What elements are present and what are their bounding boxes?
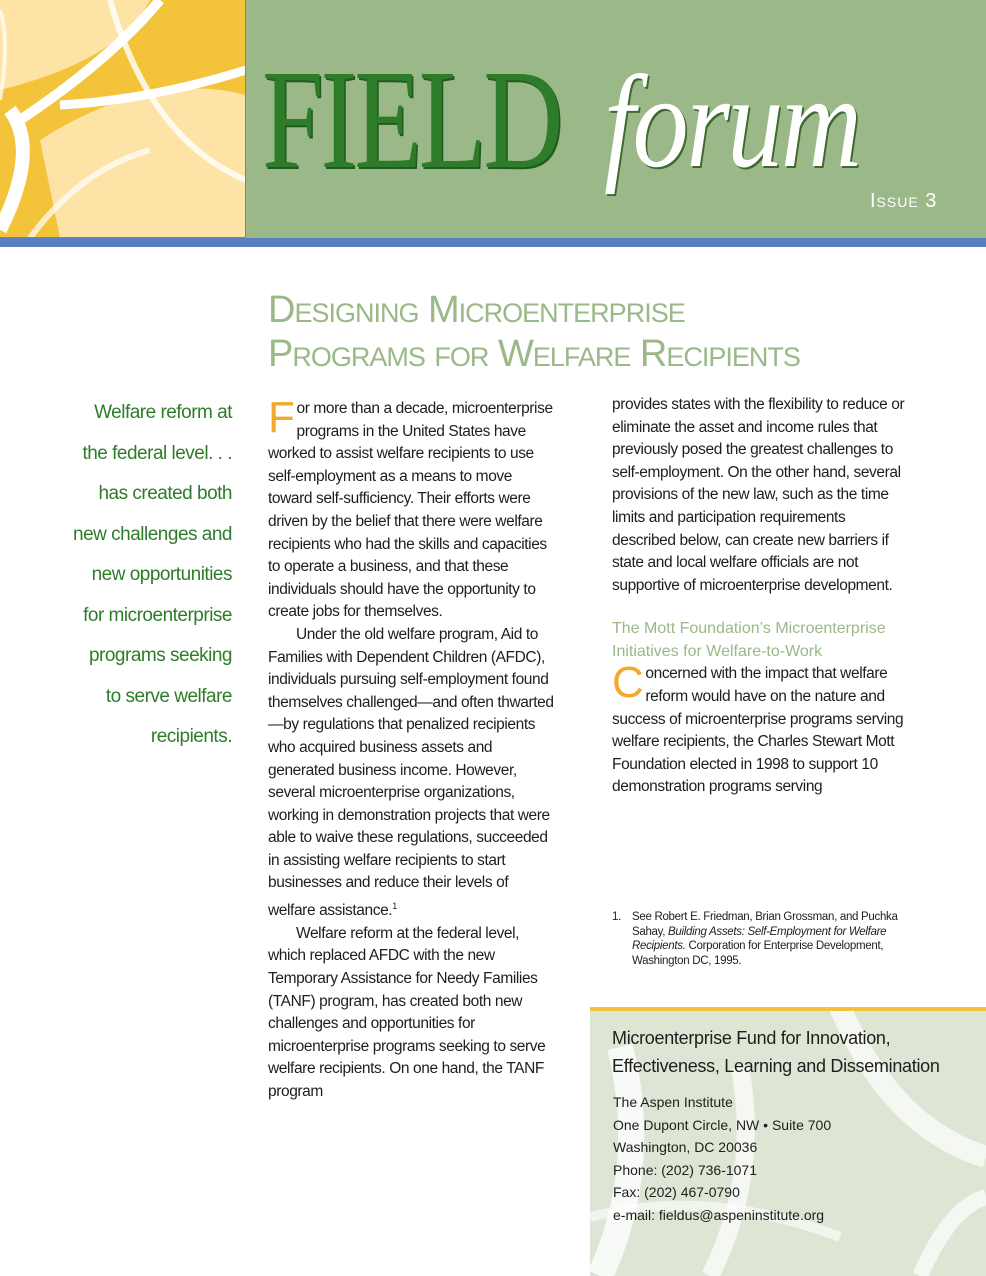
issue-number: Issue 3 bbox=[870, 190, 938, 212]
pull-quote-line: recipients. bbox=[150, 726, 232, 747]
fund-name bbox=[612, 1024, 972, 1080]
pull-quote-line: the federal level. . . bbox=[82, 442, 232, 464]
paragraph-text: Under the old welfare program, Aid to Families with Dependent Children (AFDC), individuals pursuing self-employment found themselves challenged—and often thwarted—by regulations that penalized recipients who acquired business assets and generated business income. However, several microenterprise organizations, working in demonstration projects that were able to waive these regulations, succeeded in assisting welfare recipients to start businesses and reduce their levels of welfare assistance. bbox=[268, 625, 554, 920]
paragraph-text: oncerned with the impact that welfare reform would have on the nature and success of microenterprise programs serving welfare recipients, the Charles Stewart Mott Foundation elected in 1998 to support 10 demonstration programs serving bbox=[612, 665, 904, 796]
section-subhead: The Mott Foundation’s Microenterprise Initiatives for Welfare-to-Work bbox=[612, 620, 886, 661]
masthead bbox=[0, 0, 986, 248]
body-paragraph bbox=[612, 658, 912, 799]
body-paragraph bbox=[268, 923, 558, 1104]
footnote-ref: 1 bbox=[392, 901, 397, 912]
article-headline bbox=[268, 288, 968, 376]
article-column-1 bbox=[268, 393, 558, 1104]
pull-quote-line: for microenterprise bbox=[83, 604, 232, 626]
headline-line-1: Designing Microenterprise bbox=[268, 289, 685, 331]
footnote-number: 1. bbox=[612, 911, 621, 923]
contact-info bbox=[613, 1091, 973, 1226]
footnote-text: Corporation for Enterprise Development, Washington DC, 1995. bbox=[632, 940, 884, 967]
pull-quote-line: new opportunities bbox=[91, 564, 232, 585]
body-paragraph: provides states with the flexibility to reduce or eliminate the asset and income rules that previously posed the greatest challenges to self-employment. On the other hand, several provisions of the new law, such as the time limits and participation requirements described below, can create new barriers if state and local welfare officials are not supportive of microenterprise development. bbox=[612, 396, 905, 594]
publisher-box-rule bbox=[590, 1007, 986, 1011]
header-rule bbox=[0, 238, 986, 247]
article-column-2 bbox=[612, 394, 912, 799]
pull-quote-line: has created both bbox=[98, 483, 232, 504]
headline-line-2: Programs for Welfare Recipients bbox=[268, 333, 800, 375]
paragraph-text: Welfare reform at the federal level, which replaced AFDC with the new Temporary Assistance for Needy Families (TANF) program, has created both new challenges and opportunities for microenterprise programs seeking to serve welfare recipients. On one hand, the TANF program bbox=[268, 924, 546, 1100]
fax: Fax: (202) 467-0790 bbox=[613, 1184, 740, 1200]
sun-illustration bbox=[0, 0, 246, 238]
footnote-title: Building Assets: Self-Employment for Welfare Recipients. bbox=[632, 925, 887, 952]
address: One Dupont Circle, NW • Suite 700 bbox=[613, 1116, 832, 1133]
paragraph-text: or more than a decade, microenterprise programs in the United States have worked to assist welfare recipients to use self-employment as a means to move toward self-sufficiency. Their efforts were driven by the belief that there were welfare recipients who had the skills and capacities to operate a business, and that these individuals should have the opportunity to create jobs for themselves. bbox=[268, 400, 553, 621]
pull-quote bbox=[30, 393, 232, 758]
body-paragraph bbox=[268, 393, 558, 624]
phone: Phone: (202) 736-1071 bbox=[613, 1161, 757, 1178]
body-paragraph bbox=[268, 624, 558, 923]
drop-cap: F bbox=[268, 393, 295, 442]
pull-quote-line: Welfare reform at bbox=[94, 402, 232, 423]
pull-quote-line: programs seeking bbox=[88, 645, 232, 666]
footnote bbox=[612, 910, 907, 968]
org-name: The Aspen Institute bbox=[613, 1094, 733, 1110]
footnote-text: See Robert E. Friedman, Brian Grossman, and Puchka Sahay, bbox=[632, 911, 898, 938]
pull-quote-line: to serve welfare bbox=[105, 685, 232, 707]
masthead-title: FIELD bbox=[262, 40, 561, 198]
drop-cap: C bbox=[612, 658, 644, 708]
masthead-script-title: forum bbox=[604, 48, 860, 195]
fund-name-line: Microenterprise Fund for Innovation, bbox=[612, 1028, 891, 1048]
email[interactable]: e-mail: fieldus@aspeninstitute.org bbox=[613, 1206, 825, 1223]
fund-name-line: Effectiveness, Learning and Dissemination bbox=[612, 1056, 940, 1076]
pull-quote-line: new challenges and bbox=[73, 523, 232, 545]
city: Washington, DC 20036 bbox=[613, 1139, 758, 1155]
